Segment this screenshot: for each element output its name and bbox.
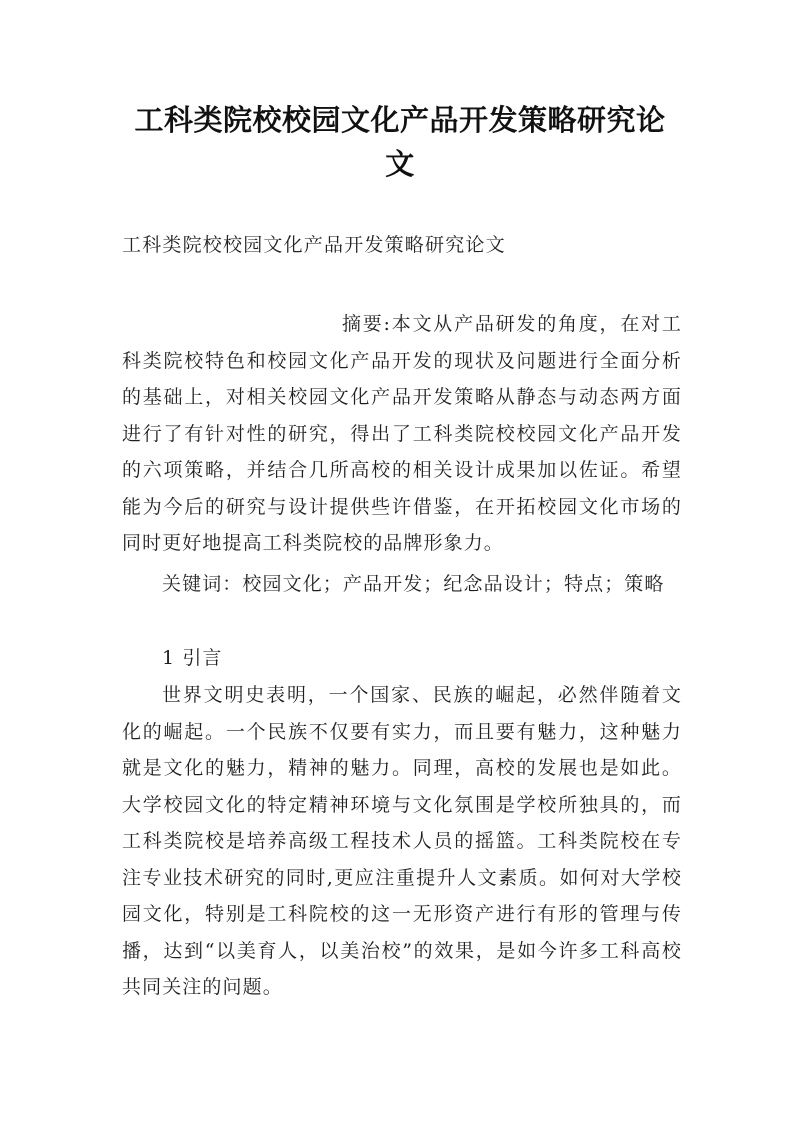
document-title: 工科类院校校园文化产品开发策略研究论文 [134,103,666,181]
keywords-paragraph: 关键词：校园文化；产品开发；纪念品设计；特点；策略 [162,573,665,595]
introduction-paragraph: 世界文明史表明，一个国家、民族的崛起，必然伴随着文化的崛起。一个民族不仅要有实力，而且要有魅力，这种魅力就是文化的魅力，精神的魅力。同理，高校的发展也是如此。大学校园文化的特定精神环境与文化氛围是学校所独具的，而工科类院校是培养高级工程技术人员的摇篮。工科类院校在专注专业技术研究的同时,更应注重提升人文素质。如何对大学校园文化，特别是工科院校的这一无形资产进行有形的管理与传播，达到“以美育人，以美治校”的效果，是如今许多工科高校共同关注的问题。 [122,684,682,998]
abstract-paragraph: 摘要:本文从产品研发的角度，在对工科类院校特色和校园文化产品开发的现状及问题进行全面分析的基础上，对相关校园文化产品开发策略从静态与动态两方面进行了有针对性的研究，得出了工科类院校校园文化产品开发的六项策略，并结合几所高校的相关设计成果加以佐证。希望能为今后的研究与设计提供些许借鉴，在开拓校园文化市场的同时更好地提高工科类院校的品牌形象力。 [122,313,682,554]
section-heading-introduction: 1 引言 [162,647,223,669]
document-subtitle: 工科类院校校园文化产品开发策略研究论文 [122,234,506,256]
